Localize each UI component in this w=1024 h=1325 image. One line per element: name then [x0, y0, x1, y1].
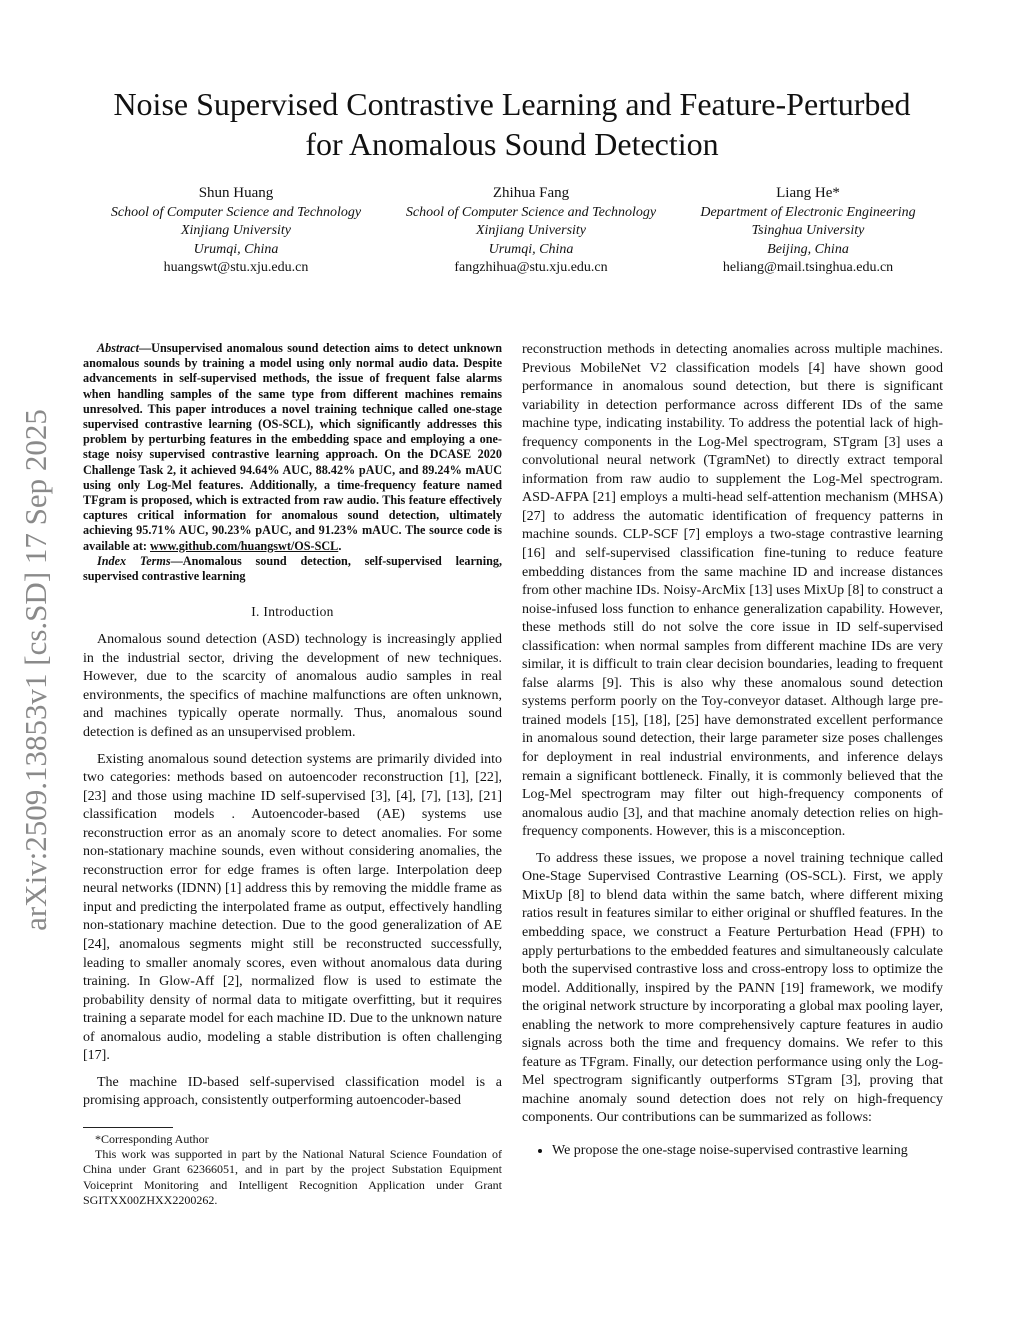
abstract-text: —Unsupervised anomalous sound detection aims to detect unknown anomalous sounds by training a model using only normal audio data. Despite advancements in self-supervised methods, the issue of frequent false alarms when handling samples of the same type from different machines remains unresolved. This paper introduces a novel training technique called one-stage supervised contrastive learning (OS-SCL), which significantly addresses this problem by perturbing features in the embedding space and employing a one-stage noisy supervised contrastive learning approach. On the DCASE 2020 Challenge Task 2, it achieved 94.64% AUC, 88.42% pAUC, and 89.24% mAUC using only Log-Mel features. Additionally, a time-frequency feature named TFgram is proposed, which is extracted from raw audio. This feature effectively captures critical information for anomalous sound detection, ultimately achieving 95.71% AUC, 90.23% pAUC, and 91.23% mAUC. The source code is available at:: [83, 341, 502, 553]
paper-title: [60, 84, 964, 164]
author-name: Zhihua Fang: [492, 185, 570, 201]
list-item: • We propose the one-stage noise-supervised contrastive learning: [552, 1142, 943, 1161]
footnote-rule: [83, 1127, 173, 1128]
author-location: Urumqi, China: [488, 241, 574, 257]
author-name: Shun Huang: [198, 185, 274, 201]
paragraph: Existing anomalous sound detection systems are primarily divided into two categories: methods based on autoencoder reconstruction [1], [22], [23] and those using machine ID self-supervised [3], [4], [7], [13], [21] classification models . Autoencoder-based (AE) systems use reconstruction error as an anomaly score to detect anomalies. For some non-stationary machine sounds, even without considering anomalies, the reconstruction error for edge frames is often large. Interpolation deep neural networks (IDNN) [1] address this by removing the middle frame as input and predicting the interpolated frame as output, effectively handling non-stationary machine detection. Due to the good generalization of AE [24], anomalous segments might still be reconstructed successfully, leading to smaller anomaly scores, even without anomalous data during training. In Glow-Aff [2], normalized flow is used to estimate the probability density of normal data to mitigate overfitting, but it requires training a separate model for each machine ID. Due to the unknown nature of anomalous audio, modeling a stable distribution is often challenging [17].: [83, 751, 502, 1064]
author-location: Beijing, China: [767, 241, 849, 257]
author-block-2: [371, 184, 691, 278]
author-department: School of Computer Science and Technology: [110, 204, 362, 220]
abstract-end: .: [338, 538, 342, 553]
title-line-1: Noise Supervised Contrastive Learning and Feature-Perturbed: [113, 86, 911, 122]
paragraph: To address these issues, we propose a novel training technique called One-Stage Supervised Contrastive Learning (OS-SCL). First, we apply MixUp [8] to blend data within the same batch, where different mixing ratios result in features similar to either original or shuffled features. In the embedding space, we construct a Feature Perturbation Head (FPH) to apply perturbations to the embedded features and simultaneously calculate both the supervised contrastive loss and cross-entropy loss to optimize the model. Additionally, inspired by the PANN [19] framework, we modify the original network structure by incorporating a global max pooling layer, enabling the network to more comprehensively capture features in audio signals across both the time and frequency domains. We refer to this feature as TFgram. Finally, our detection performance using only the Log-Mel spectrogram significantly outperforms STgram [3], proving that machine anomaly sound detection does not rely on high-frequency components. Our contributions can be summarized as follows:: [522, 850, 943, 1126]
author-department: Department of Electronic Engineering: [700, 204, 916, 220]
paragraph: The machine ID-based self-supervised classification model is a promising approach, consistently outperforming autoencoder-based: [83, 1074, 502, 1109]
author-email[interactable]: fangzhihua@stu.xju.edu.cn: [454, 260, 608, 276]
author-block-3: [648, 184, 968, 278]
author-location: Urumqi, China: [193, 241, 279, 257]
author-email[interactable]: heliang@mail.tsinghua.edu.cn: [722, 260, 894, 276]
abstract: [83, 341, 502, 554]
author-university: Xinjiang University: [475, 223, 587, 239]
index-terms-lead: Index Terms: [97, 553, 171, 568]
section-heading-introduction: I. Introduction: [251, 604, 334, 620]
author-name: Liang He*: [776, 185, 840, 201]
contributions-list: [522, 1142, 943, 1161]
paragraph: Anomalous sound detection (ASD) technology is increasingly applied in the industrial sector, driving the development of new techniques. However, due to the scarcity of anomalous audio samples in real environments, the specifics of machine malfunctions are often unknown, and machines typically operate normally. Thus, anomalous sound detection is defined as an unsupervised problem.: [83, 632, 502, 740]
right-column: [522, 341, 943, 1161]
footnote-corresponding: *Corresponding Author: [95, 1132, 209, 1146]
source-code-link[interactable]: www.github.com/huangswt/OS-SCL: [150, 538, 339, 553]
paragraph: reconstruction methods in detecting anomalies across multiple machines. Previous MobileNet V2 classification models [4] have shown good performance in anomalous sound detection, but there is significant variability in detection performance across different IDs of the same machine type, indicating instability. To address the potential lack of high-frequency components in the Log-Mel spectrogram, STgram [3] uses a convolutional neural network (TgramNet) to directly extract temporal information from raw audio to supplement the Log-Mel spectrogram. ASD-AFPA [21] employs a multi-head self-attention mechanism (MHSA) [27] to address the automatic identification of frequency patterns in machine sounds. CLP-SCF [7] employs a two-stage contrastive learning [16] and self-supervised classification fine-tuning to reduce feature embedding distances from the same machine ID and increase distances from other machine IDs. Noisy-ArcMix [13] uses MixUp [8] to construct a noise-infused loss function to enhance generalization capability. However, these methods still do not solve the core issue in ID self-supervised classification: when normal samples from different machine IDs are very similar, it is difficult to train clear decision boundaries, leading to frequent false alarms [9]. This is also why these anomalous sound detection systems perform poorly on the Toy-conveyor dataset. Although large pre-trained models [15], [18], [25] have demonstrated excellent performance in anomalous sound detection, their large parameter size poses challenges for deployment in real industrial environments, and inference delays remain a significant bottleneck. Finally, it is commonly believed that the Log-Mel spectrogram may filter out high-frequency components of anomalous audio [3], and that machine anomaly detection relies on high-frequency components. However, this is a misconception.: [522, 342, 943, 840]
author-department: School of Computer Science and Technology: [405, 204, 657, 220]
author-email[interactable]: huangswt@stu.xju.edu.cn: [163, 260, 309, 276]
author-university: Tsinghua University: [751, 223, 865, 239]
arxiv-watermark: arXiv:2509.13853v1 [cs.SD] 17 Sep 2025: [18, 409, 53, 931]
abstract-lead: Abstract: [97, 341, 139, 355]
index-terms: [83, 554, 502, 584]
author-university: Xinjiang University: [180, 223, 292, 239]
author-block-1: [76, 184, 396, 278]
left-column: [83, 341, 502, 1119]
footnote: [83, 1127, 502, 1208]
footnote-funding: This work was supported in part by the National Natural Science Foundation of China under Grant 62366051, and in part by the project Substation Equipment Voiceprint Monitoring and Intelligent Recognition Application under Grant SGITXX00ZHXX2200262.: [83, 1147, 502, 1207]
title-line-2: for Anomalous Sound Detection: [305, 126, 719, 162]
index-terms-text: —Anomalous sound detection, self-supervised learning, supervised contrastive learning: [83, 553, 502, 584]
